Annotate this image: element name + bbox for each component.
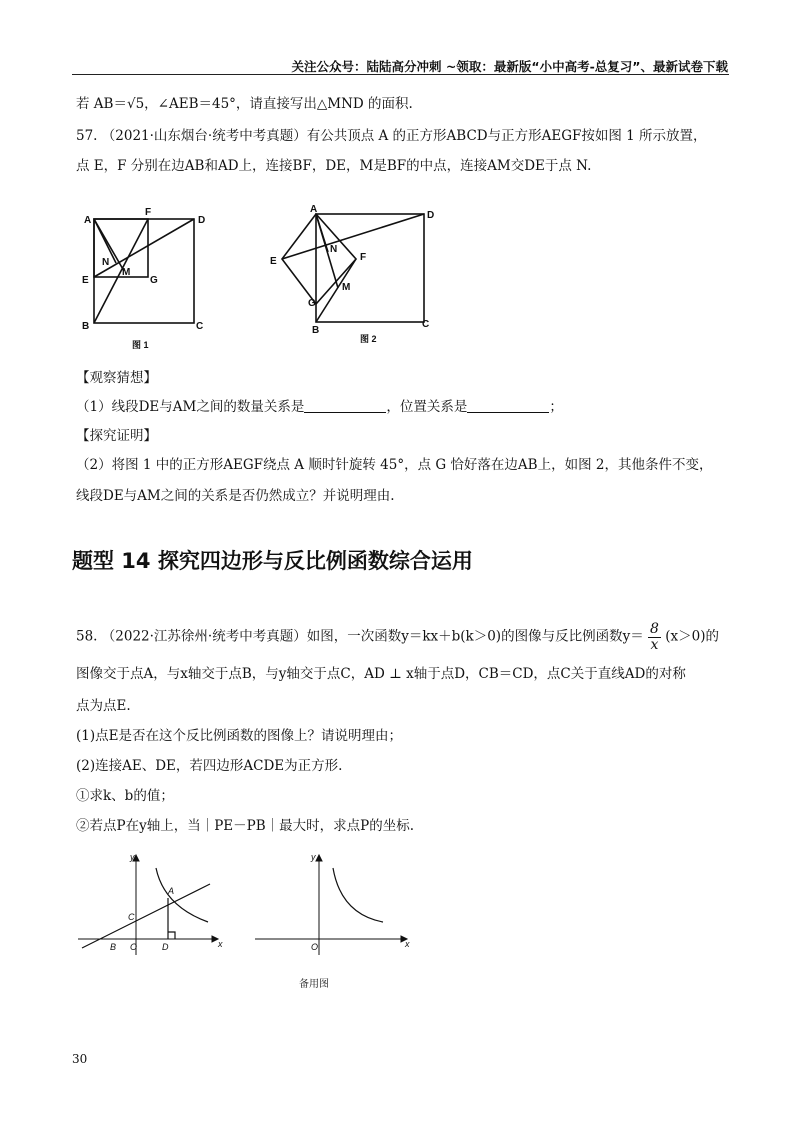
fig1-label-a: A: [84, 215, 92, 226]
y-axis-label: y: [130, 852, 135, 862]
fig1-label-d: D: [198, 215, 206, 226]
proof-question-line-1: （2）将图 1 中的正方形AEGF绕点 A 顺时针旋转 45°，点 G 恰好落在边AB上，如图 2，其他条件不变，: [76, 457, 713, 473]
hyperbola-curve: [333, 868, 383, 922]
fig1-caption: 图 1: [132, 340, 149, 350]
y-axis-label: y: [311, 852, 316, 862]
fig2-label-c: C: [422, 319, 430, 330]
proof-question-line-2: 线段DE与AM之间的关系是否仍然成立？并说明理由.: [76, 488, 395, 504]
answer-blank-2[interactable]: [467, 400, 549, 413]
question-58-line-2: 图像交于点A，与x轴交于点B，与y轴交于点C，AD ⊥ x轴于点D，CB＝CD，点C关于直线AD的对称: [76, 666, 686, 682]
question-58-part-2a: ①求k、b的值；: [76, 788, 174, 804]
question-58-part-2b: ②若点P在y轴上，当｜PE－PB｜最大时，求点P的坐标.: [76, 818, 415, 834]
spare-graph: [255, 850, 415, 990]
segment-de: [282, 214, 424, 259]
x-axis-label: x: [218, 939, 223, 949]
point-d-label: D: [162, 942, 169, 952]
point-c-label: C: [128, 912, 135, 922]
fig1-label-e: E: [82, 275, 89, 286]
fig1-label-m: M: [122, 267, 131, 278]
observe-question: （1）线段DE与AM之间的数量关系是 ，位置关系是 ；: [76, 399, 563, 415]
page-number: 30: [72, 1052, 88, 1066]
section-title: 题型 14 探究四边形与反比例函数综合运用: [72, 549, 473, 573]
question-57-line-1: 57. （2021·山东烟台·统考中考真题）有公共顶点 A 的正方形ABCD与正方形AEGF按如图 1 所示放置，: [76, 128, 707, 144]
fig1-label-g: G: [150, 275, 158, 286]
origin-label: O: [311, 942, 319, 952]
text-line-1: 若 AB＝√5，∠AEB＝45°，请直接写出△MND 的面积.: [76, 96, 413, 112]
fraction-8-over-x: $\frac{8}{x}$: [650, 621, 659, 653]
linear-function-line: [82, 884, 210, 948]
square-abcd: [94, 219, 194, 323]
fig2-label-g: G: [308, 298, 316, 309]
question-58-line-3: 点为点E.: [76, 698, 131, 714]
point-a-label: A: [168, 886, 175, 896]
fig2-label-e: E: [270, 256, 277, 267]
point-b-label: B: [110, 942, 117, 952]
fig2-label-n: N: [330, 244, 338, 255]
proof-heading: 【探究证明】: [76, 428, 157, 444]
header-rule: [72, 74, 729, 75]
question-57-line-2: 点 E，F 分别在边AB和AD上，连接BF，DE，M是BF的中点，连接AM交DE于点 N.: [76, 158, 592, 174]
fig1-label-b: B: [82, 321, 90, 332]
origin-label: O: [130, 942, 138, 952]
x-axis-label: x: [405, 939, 410, 949]
answer-blank-1[interactable]: [304, 400, 386, 413]
fig2-label-f: F: [360, 252, 367, 263]
square-aegf: [94, 219, 148, 277]
question-58-part-1: (1)点E是否在这个反比例函数的图像上？请说明理由；: [76, 728, 402, 744]
fig1-label-f: F: [145, 207, 152, 218]
fig1-label-n: N: [102, 257, 110, 268]
fig2-label-d: D: [427, 210, 435, 221]
observe-heading: 【观察猜想】: [76, 370, 157, 386]
function-graph: [78, 850, 228, 960]
spare-graph-caption: 备用图: [299, 979, 329, 990]
fig1-label-c: C: [196, 321, 204, 332]
fig2-caption: 图 2: [360, 334, 377, 344]
question-58-line-1: 58. （2022·江苏徐州·统考中考真题）如图，一次函数y＝kx＋b(k＞0)的图像与反比例函数y＝ $\frac{8}{x}$ (x＞0)的: [76, 621, 719, 653]
fig2-label-m: M: [342, 282, 351, 293]
hyperbola-curve: [156, 868, 208, 922]
figure-2: [262, 200, 442, 350]
figure-1: [78, 205, 228, 355]
page-header: 关注公众号：陆陆高分冲刺 ~领取：最新版“小中高考-总复习”、最新试卷下载: [291, 59, 728, 74]
fig2-label-b: B: [312, 325, 320, 336]
question-58-part-2: (2)连接AE、DE，若四边形ACDE为正方形.: [76, 758, 343, 774]
fig2-label-a: A: [310, 204, 318, 215]
